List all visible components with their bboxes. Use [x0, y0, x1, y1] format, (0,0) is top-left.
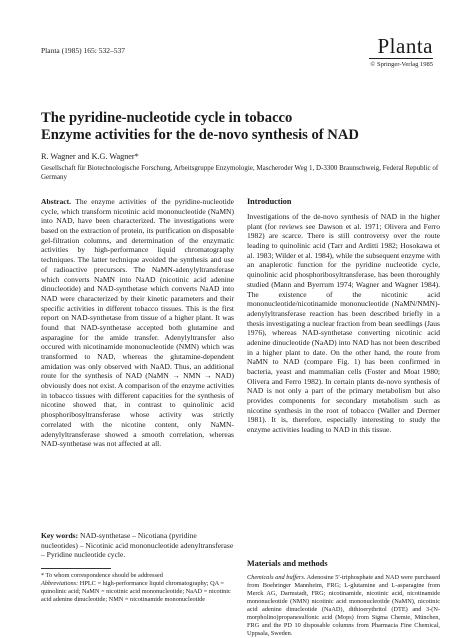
abstract-text: The enzyme activities of the pyridine-nucleotide cycle, which transform nicotinic acid mononucleotide (NaMN) into NAD, have been characterized. The investigations were based on the extraction of protein, its purification on disposable gel-filtration columns, and determination of the enzymatic activities by high-performance liquid chromatography techniques. The latter technique avoided the synthesis and use of radioactive precursors. The NaMN-adenylyltransferase which converts NaMN into NaAD (nicotinic acid adenine dinucleotide) and NAD-synthetase which converts NaAD into NAD were characterized by their kinetic parameters and their specific activities in different tobacco tissues. This is the first report on NAD-synthetase from tissue of a higher plant. It was found that NAD-synthetase accepted both glutamine and asparagine for the amide transfer. Adenylyltransfer also occured with nicotinamide mononucleotide (NMN) which was transformed to NAD, whereas the glutamine-dependent amidation was only observed with NaAD. Thus, an additional route for the synthesis of NAD (NaMN → NMN → NAD) obviously does not exist. A comparison of the enzyme activities in tobacco tissues with different capacities for the synthesis of nicotine showed that, in contrast to quinolinic acid phosphoribosyltransferase whose activity was strictly correlated with the nicotine content, only NaMN-adenylyltransferase showed a smooth correlation, whereas NAD-synthetase was not affected at all. — [41, 197, 234, 449]
title-line-2: Enzyme activities for the de-novo synthesis of NAD — [41, 127, 359, 143]
abbreviations-note — [41, 580, 234, 604]
correspondence-note: * To whom correspondence should be addressed — [41, 572, 163, 579]
methods-heading: Materials and methods — [247, 559, 328, 568]
methods-subheading: Chemicals and buffers. — [247, 574, 306, 581]
methods-text: Adenosine 5′-triphosphate and NAD were purchased from Boehringer Mannheim, FRG; L-glutamine and L-asparagine from Merck AG, Darmstadt, FRG; nicotinamide, nicotinic acid, nicotinamide mononucleotide (NMN) nicotinic acid mononucleotide (NaMN), nicotinic acid adenine dinucleotide (NaAD), dithioerythritol (DTE) and 3-(N-morpholino)propanesulfonic acid (Mops) from Sigma Chemie, München, FRG and the PD 10 disposable columns from Pharmacia Fine Chemical, Uppsala, Sweden. — [247, 574, 441, 637]
journal-reference: Planta (1985) 165: 532–537 — [41, 46, 125, 55]
keywords-label: Key words: — [41, 531, 79, 540]
introduction-heading: Introduction — [247, 197, 292, 206]
abbreviations-text: HPLC = high-performance liquid chromatography; QA = quinolinic acid; NaMN = nicotinic acid mononucleotide; NaAD = nicotinic acid adenine dinucleotide; NMN = nicotinamide mononucleotide — [41, 580, 231, 603]
abstract — [41, 197, 234, 449]
journal-brand — [369, 36, 433, 68]
brand-divider — [369, 58, 433, 59]
keywords — [41, 531, 234, 560]
footnote-divider — [41, 568, 111, 569]
authors: R. Wagner and K.G. Wagner* — [41, 152, 139, 161]
abbreviations-label: Abbreviations: — [41, 580, 79, 587]
footnotes — [41, 572, 234, 604]
affiliation: Gesellschaft für Biotechnologische Forschung, Arbeitsgruppe Enzymologie, Mascheroder Weg 1, D-3300 Braunschweig, Federal Republic of Germany — [41, 164, 439, 181]
abstract-label: Abstract. — [41, 197, 71, 206]
journal-logo: Planta — [377, 34, 433, 58]
article-title — [41, 110, 441, 144]
introduction-text: Investigations of the de-novo synthesis of NAD in the higher plant (for reviews see Dawson et al. 1971; Olivera and Ferro 1982) are scarce. There is still controversy over the route leading to quinolinic acid (Tarr and Arditti 1982; Hosokawa et al. 1983; Wilder et al. 1984), while the subsequent enzyme with an anaplerotic function for the pyridine nucleotide cycle, quinolinic acid phosphoribosyltransferase, has been thoroughly studied (Mann and Byerrum 1974; Wagner and Wagner 1984). The existence of the nicotinic acid mononucleotide/nicotinamide mononucleotide (NaMN/NMN)-adenylyltransferase reaction has been described briefly in a thesis investigating a nuclear fraction from bean seedlings (Jaus 1976), whereas NAD-synthetase converting nicotinic acid adenine dinucleotide (NaAD) into NAD has not been described in a higher plant to date. On the other hand, the route from NaMN to NAD (compare Fig. 1) has been confirmed in bacteria, yeast and mammalian cells (Foster and Moat 1980; Olivera and Ferro 1982). In certain plants de-novo synthesis of NAD is not only a part of the primary metabolism but also provides components for secondary metabolism such as nicotine synthesis in the root of tobacco (Waller and Dermer 1981). It is, therefore, especially interesting to study the enzyme activities leading to NAD in this tissue. — [247, 212, 440, 435]
methods-paragraph — [247, 574, 440, 638]
copyright-notice: © Springer-Verlag 1985 — [370, 61, 433, 68]
keywords-text: NAD-synthetase – Nicotiana (pyridine nucleotides) – Nicotinic acid mononucleotide adenyltransferase – Pyridine nucleotide cycle. — [41, 531, 234, 559]
title-line-1: The pyridine-nucleotide cycle in tobacco — [41, 110, 293, 126]
